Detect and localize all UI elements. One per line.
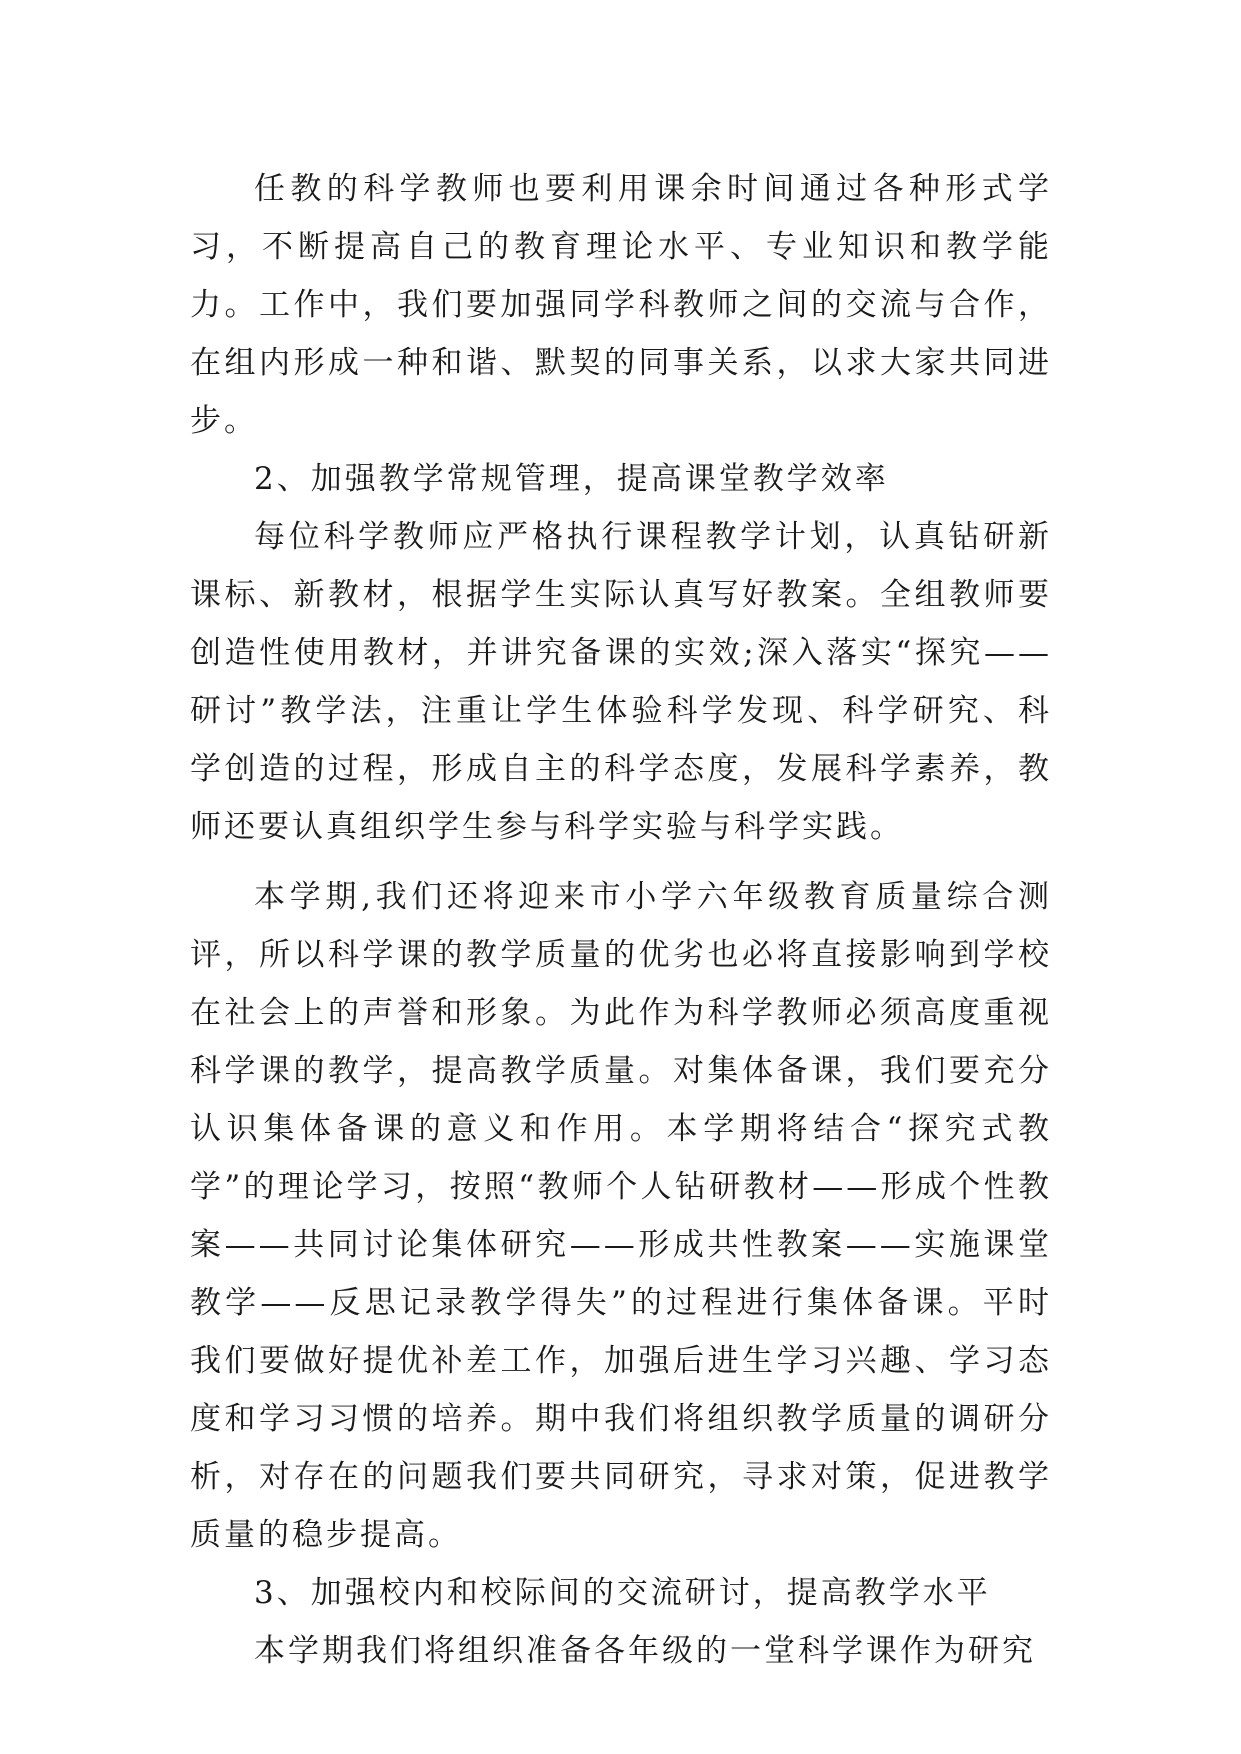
paragraph-routine-management: 每位科学教师应严格执行课程教学计划，认真钻研新课标、新教材，根据学生实际认真写好教案。全组教师要创造性使用教材，并讲究备课的实效;深入落实“探究——研讨”教学法，注重让学生体验科学发现、科学研究、科学创造的过程，形成自主的科学态度，发展科学素养，教师还要认真组织学生参与科学实验与科学实践。 — [190, 519, 1052, 845]
paragraph-teacher-study: 任教的科学教师也要利用课余时间通过各种形式学习，不断提高自己的教育理论水平、专业知识和教学能力。工作中，我们要加强同学科教师之间的交流与合作，在组内形成一种和谐、默契的同事关系，以求大家共同进步。 — [190, 171, 1052, 439]
document-body — [190, 160, 1052, 1680]
paragraph-research-lesson: 本学期我们将组织准备各年级的一堂科学课作为研究 — [254, 1633, 1036, 1669]
paragraph-quality-assessment: 本学期,我们还将迎来市小学六年级教育质量综合测评，所以科学课的教学质量的优劣也必将直接影响到学校在社会上的声誉和形象。为此作为科学教师必须高度重视科学课的教学，提高教学质量。对集体备课，我们要充分认识集体备课的意义和作用。本学期将结合“探究式教学”的理论学习，按照“教师个人钻研教材——形成个性教案——共同讨论集体研究——形成共性教案——实施课堂教学——反思记录教学得失”的过程进行集体备课。平时我们要做好提优补差工作，加强后进生学习兴趣、学习态度和学习习惯的培养。期中我们将组织教学质量的调研分析，对存在的问题我们要共同研究，寻求对策，促进教学质量的稳步提高。 — [190, 879, 1052, 1553]
section-heading-2: 2、加强教学常规管理，提高课堂教学效率 — [254, 461, 889, 497]
section-heading-3: 3、加强校内和校际间的交流研讨，提高教学水平 — [254, 1575, 991, 1611]
paragraph-gap — [190, 856, 1052, 868]
